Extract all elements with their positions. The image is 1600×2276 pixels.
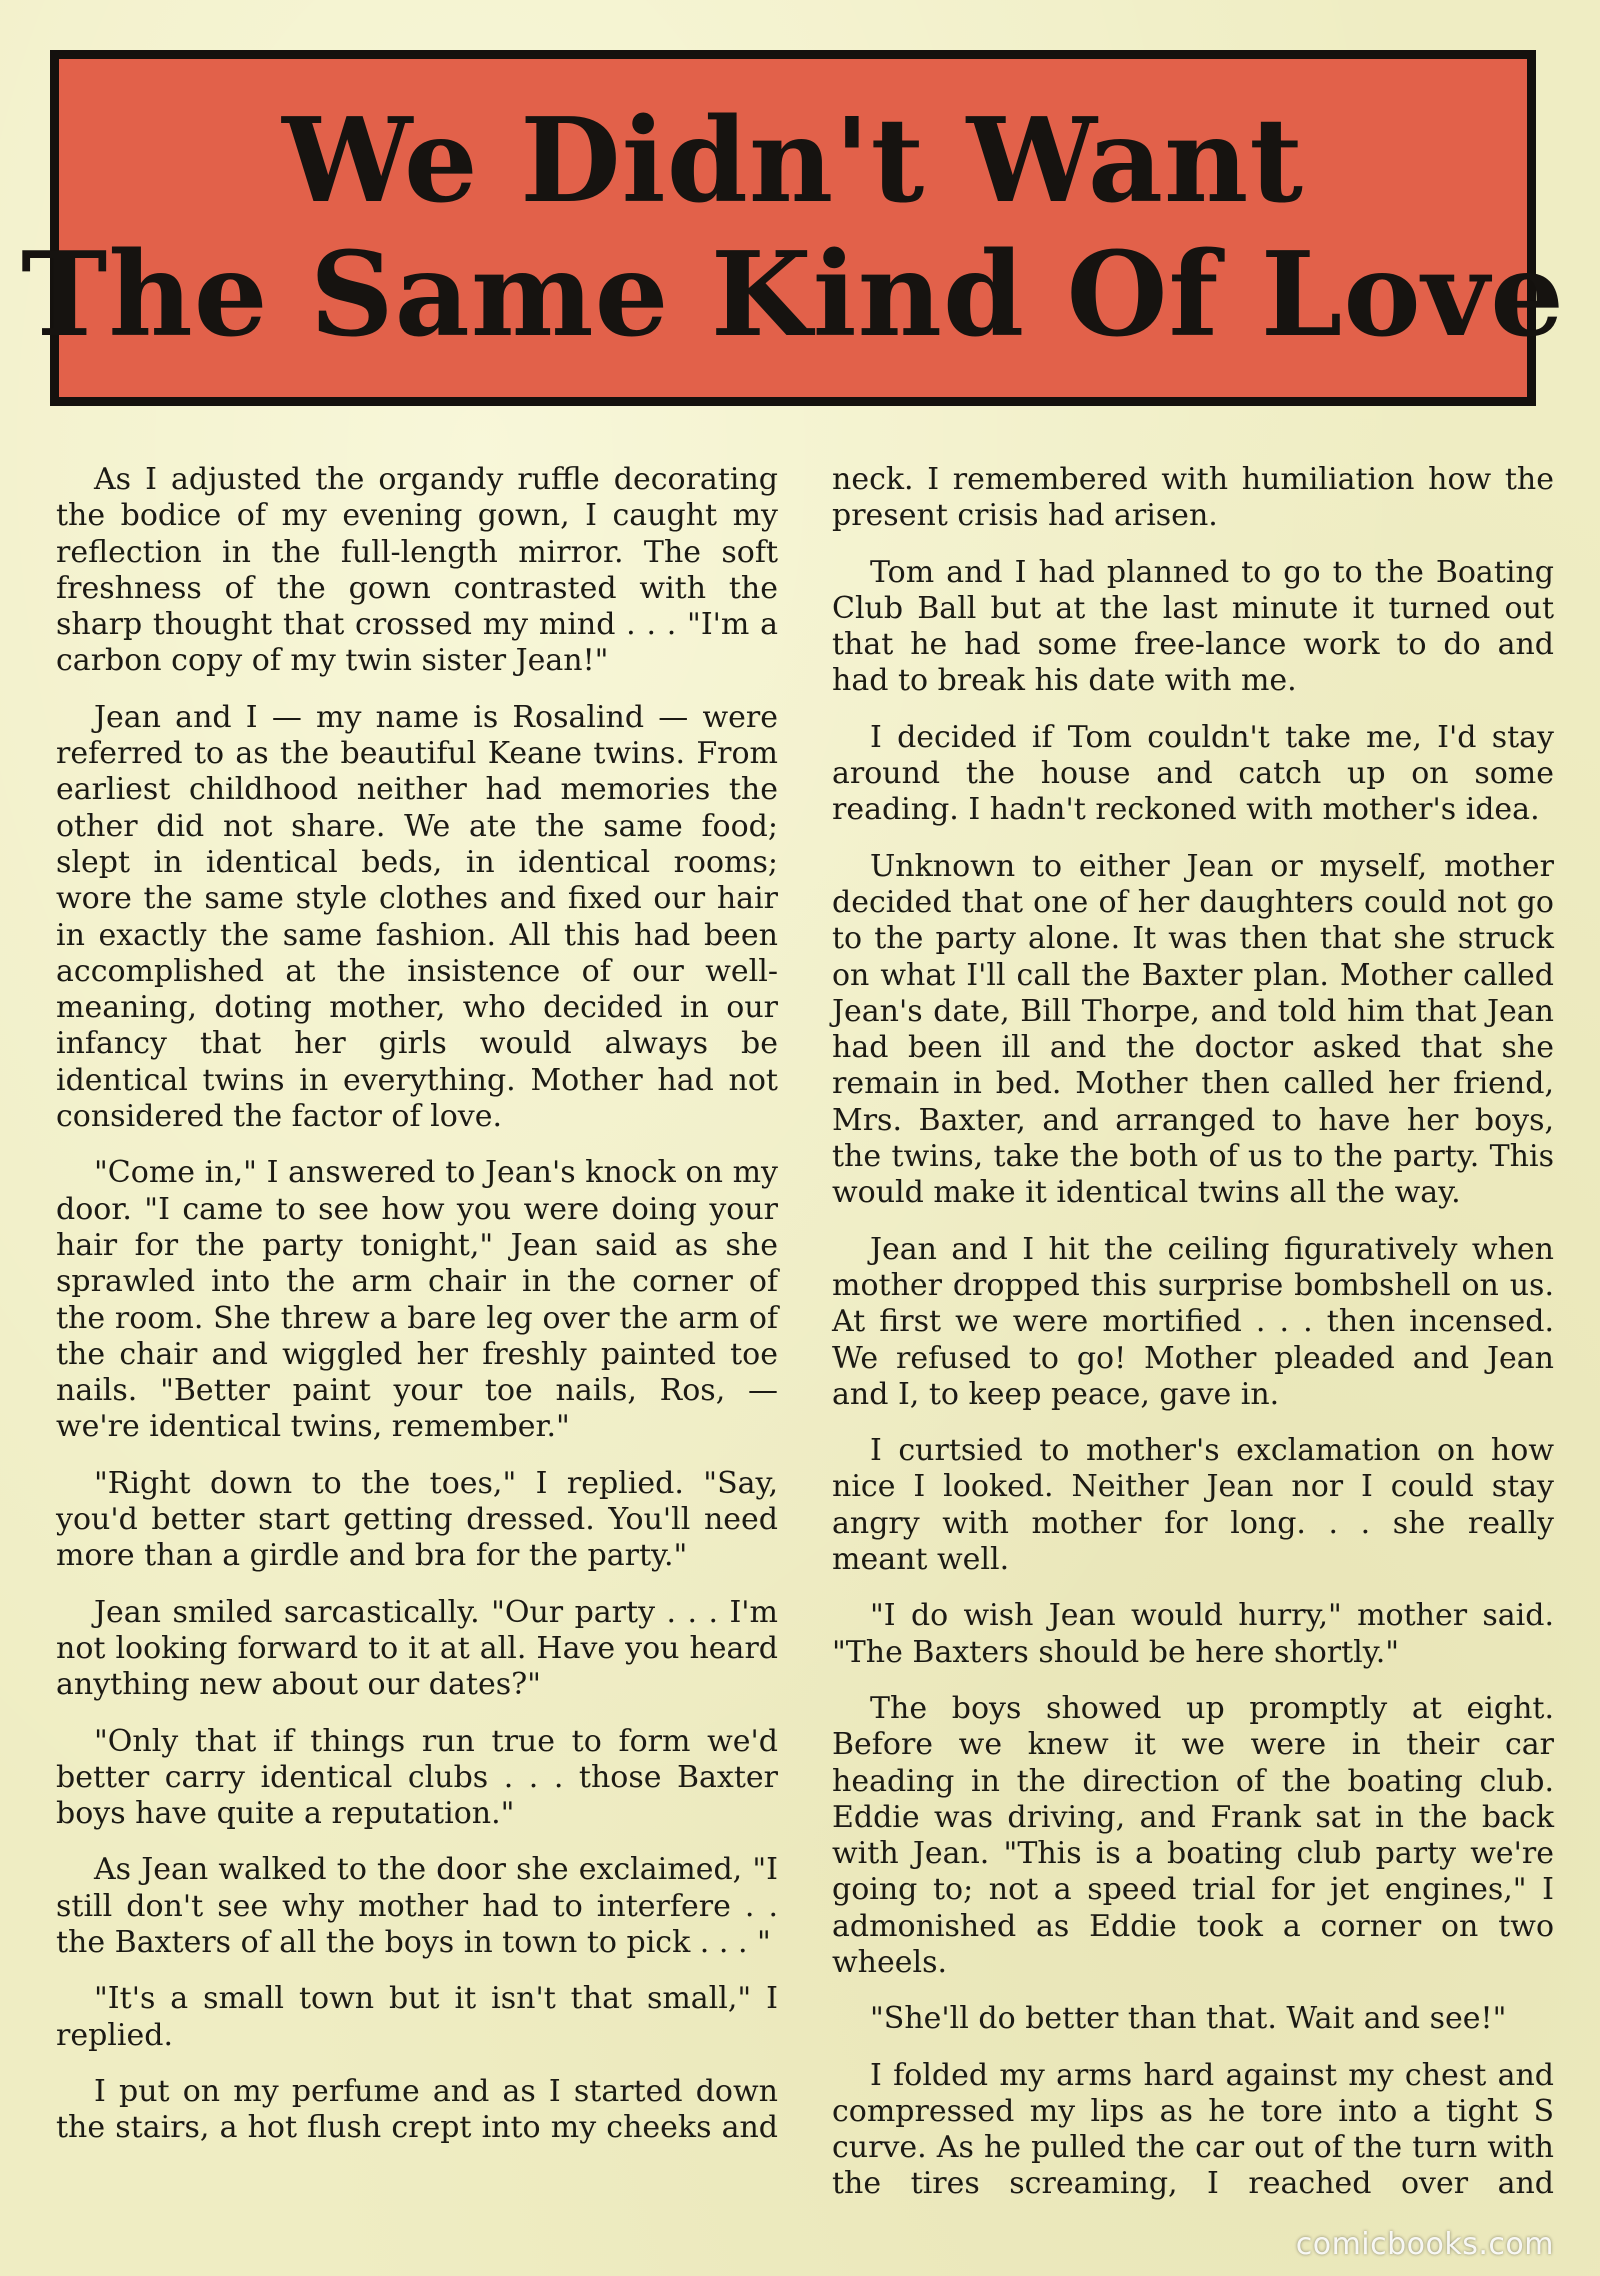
paragraph: Unknown to either Jean or myself, mother decided that one of her daughters could not go to the party alone. It was then that she struck on what I'll call the Baxter plan. Mother called Jean's date, Bill Thorpe, and told him that Jean had been ill and the doctor asked that she remain in bed. Mother then called her friend, Mrs. Baxter, and arranged to have her boys, the twins, take the both of us to the party. This would make it identical twins all the way. [832, 848, 1554, 1211]
paragraph: "Come in," I answered to Jean's knock on my door. "I came to see how you were doing your hair for the party tonight," Jean said as she sprawled into the arm chair in the corner of the room. She threw a bare leg over the arm of the chair and wiggled her freshly painted toe nails. "Better paint your toe nails, Ros, — we're identical twins, remember." [56, 1155, 778, 1445]
paragraph: Jean and I — my name is Rosalind — were referred to as the beautiful Keane twins. From earliest childhood neither had memories the other did not share. We ate the same food; slept in identical beds, in identical rooms; wore the same style clothes and fixed our hair in exactly the same fashion. All this had been accomplished at the insistence of our well-meaning, doting mother, who decided in our infancy that her girls would always be identical twins in everything. Mother had not considered the factor of love. [56, 699, 778, 1135]
paragraph: The boys showed up promptly at eight. Before we knew it we were in their car heading in the direction of the boating club. Eddie was driving, and Frank sat in the back with Jean. "This is a boating club party we're going to; not a speed trial for jet engines," I admonished as Eddie took a corner on two wheels. [832, 1690, 1554, 1980]
paragraph: I curtsied to mother's exclamation on how nice I looked. Neither Jean nor I could stay angry with mother for long. . . she really meant well. [832, 1433, 1554, 1578]
paragraph: "Only that if things run true to form we'd better carry identical clubs . . . those Baxter boys have quite a reputation." [56, 1723, 778, 1832]
paragraph: "Right down to the toes," I replied. "Say, you'd better start getting dressed. You'll need more than a girdle and bra for the party." [56, 1465, 778, 1574]
paragraph: Tom and I had planned to go to the Boating Club Ball but at the last minute it turned out that he had some free-lance work to do and had to break his date with me. [832, 554, 1554, 699]
site-watermark: comicbooks.com [1295, 2227, 1554, 2262]
story-title-line-2: The Same Kind Of Love [21, 227, 1565, 363]
paragraph: I decided if Tom couldn't take me, I'd stay around the house and catch up on some reading. I hadn't reckoned with mother's idea. [832, 719, 1554, 828]
paragraph: "She'll do better than that. Wait and see!" [870, 2001, 1507, 2037]
story-title-banner [21, 50, 1565, 406]
text-column-right [832, 462, 1554, 2223]
text-column-left [56, 462, 778, 2166]
paragraph: Jean smiled sarcastically. "Our party . . . I'm not looking forward to it at all. Have you heard anything new about our dates?" [56, 1594, 778, 1703]
story-title-line-1: We Didn't Want [282, 93, 1304, 229]
paragraph: As I adjusted the organdy ruffle decorating the bodice of my evening gown, I caught my reflection in the full-length mirror. The soft freshness of the gown contrasted with the sharp thought that crossed my mind . . . "I'm a carbon copy of my twin sister Jean!" [56, 462, 778, 679]
paragraph: "It's a small town but it isn't that small," I replied. [56, 1981, 778, 2053]
paragraph: I put on my perfume and as I started down the stairs, a hot flush crept into my cheeks and [56, 2073, 778, 2146]
paragraph: I folded my arms hard against my chest and compressed my lips as he tore into a tight S curve. As he pulled the car out of the turn with the tires screaming, I reached over and [832, 2057, 1554, 2202]
paragraph: As Jean walked to the door she exclaimed, "I still don't see why mother had to interfere . . the Baxters of all the boys in town to pick . . . " [56, 1852, 778, 1960]
paragraph: "I do wish Jean would hurry," mother said. "The Baxters should be here shortly." [832, 1598, 1554, 1670]
paragraph-continued: neck. I remembered with humiliation how the present crisis had arisen. [832, 462, 1554, 534]
paragraph: Jean and I hit the ceiling figuratively when mother dropped this surprise bombshell on us. At first we were mortified . . . then incensed. We refused to go! Mother pleaded and Jean and I, to keep peace, gave in. [832, 1231, 1554, 1412]
